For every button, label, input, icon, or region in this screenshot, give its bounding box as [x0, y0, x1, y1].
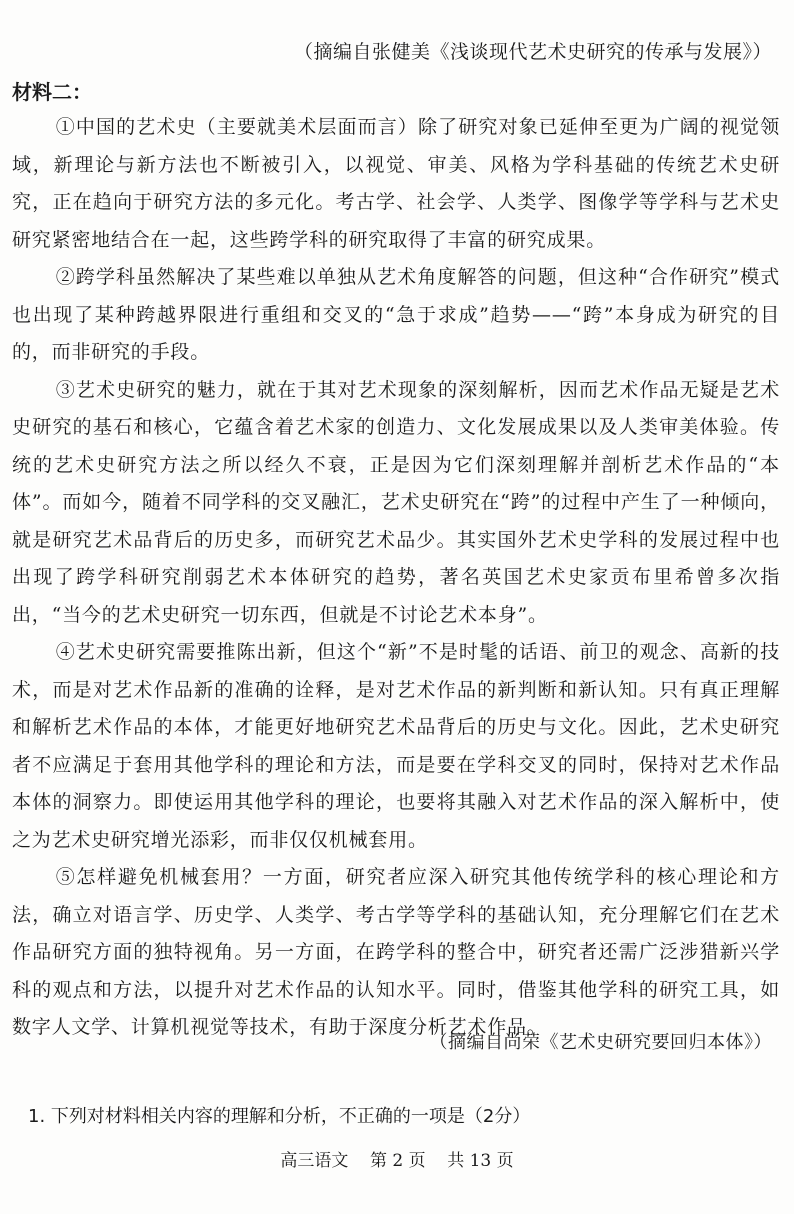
- material-label: 材料二：: [12, 80, 92, 104]
- material-body: [12, 109, 780, 1047]
- question-1: 1. 下列对材料相关内容的理解和分析，不正确的一项是（2分）: [28, 1106, 531, 1127]
- paragraph-2: ②跨学科虽然解决了某些难以单独从艺术角度解答的问题，但这种“合作研究”模式也出现了某种跨越界限进行重组和交叉的“急于求成”趋势——“跨”本身成为研究的目的，而非研究的手段。: [12, 266, 780, 363]
- source-citation-bottom: （摘编自尚荣《艺术史研究要回归本体》）: [429, 1032, 772, 1053]
- paragraph-5: ⑤怎样避免机械套用？一方面，研究者应深入研究其他传统学科的核心理论和方法，确立对语言学、历史学、人类学、考古学等学科的基础认知，充分理解它们在艺术作品研究方面的独特视角。另一方面，在跨学科的整合中，研究者还需广泛涉猎新兴学科的观点和方法，以提升对艺术作品的认知水平。同时，借鉴其他学科的研究工具，如数字人文学、计算机视觉等技术，有助于深度分析艺术作品。: [12, 866, 780, 1038]
- paragraph-3: ③艺术史研究的魅力，就在于其对艺术现象的深刻解析，因而艺术作品无疑是艺术史研究的基石和核心，它蕴含着艺术家的创造力、文化发展成果以及人类审美体验。传统的艺术史研究方法之所以经久不衰，正是因为它们深刻理解并剖析艺术作品的“本体”。而如今，随着不同学科的交叉融汇，艺术史研究在“跨”的过程中产生了一种倾向，就是研究艺术品背后的历史多，而研究艺术品少。其实国外艺术史学科的发展过程中也出现了跨学科研究削弱艺术本体研究的趋势，著名英国艺术史家贡布里希曾多次指出，“当今的艺术史研究一切东西，但就是不讨论艺术本身”。: [12, 378, 780, 626]
- paragraph-1: ①中国的艺术史（主要就美术层面而言）除了研究对象已延伸至更为广阔的视觉领域，新理论与新方法也不断被引入，以视觉、审美、风格为学科基础的传统艺术史研究，正在趋向于研究方法的多元化。考古学、社会学、人类学、图像学等学科与艺术史研究紧密地结合在一起，这些跨学科的研究取得了丰富的研究成果。: [12, 116, 780, 251]
- page-footer: 高三语文 第 2 页 共 13 页: [280, 1151, 514, 1171]
- paragraph-4: ④艺术史研究需要推陈出新，但这个“新”不是时髦的话语、前卫的观念、高新的技术，而是对艺术作品新的准确的诠释，是对艺术作品的新判断和新认知。只有真正理解和解析艺术作品的本体，才能更好地研究艺术品背后的历史与文化。因此，艺术史研究者不应满足于套用其他学科的理论和方法，而是要在学科交叉的同时，保持对艺术作品本体的洞察力。即使运用其他学科的理论，也要将其融入对艺术作品的深入解析中，使之为艺术史研究增光添彩，而非仅仅机械套用。: [12, 641, 780, 851]
- source-citation-top: （摘编自张健美《浅谈现代艺术史研究的传承与发展》）: [293, 41, 772, 63]
